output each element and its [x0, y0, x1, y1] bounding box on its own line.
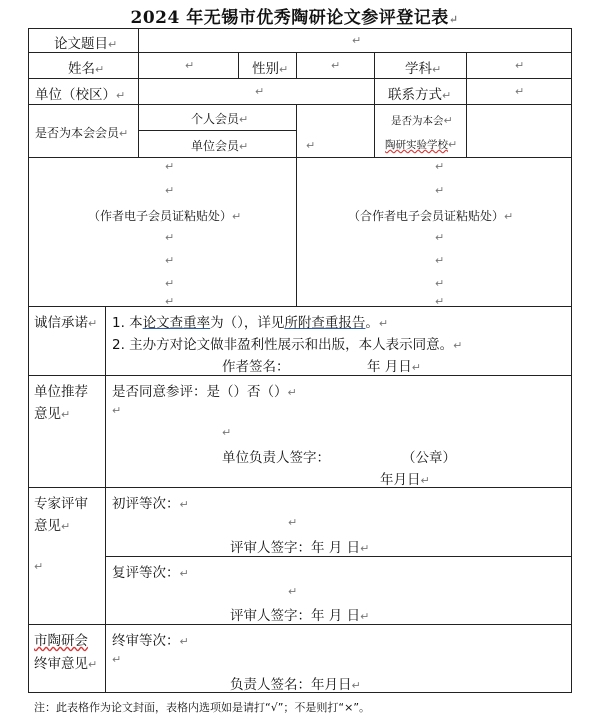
unit-member-label: 单位会员↵ [191, 139, 249, 153]
grid-line [28, 28, 572, 29]
integrity-label: 诚信承诺↵ [34, 315, 98, 331]
grid-line [374, 104, 375, 157]
integrity-line-1: 1. 本论文查重率为（），详见所附查重报告。↵ [112, 315, 389, 331]
grid-line [571, 28, 572, 693]
experimental-school-label-line1: 是否为本会↵ [391, 114, 453, 127]
paragraph-mark: ↵ [165, 160, 175, 173]
unit-field[interactable]: ↵ [255, 85, 265, 98]
paragraph-mark: ↵ [435, 277, 445, 290]
paragraph-mark: ↵ [435, 295, 445, 308]
paragraph-mark: ↵ [165, 295, 175, 308]
grid-line [105, 306, 106, 692]
paragraph-mark: ↵ [288, 516, 298, 529]
paragraph-mark: ↵ [435, 184, 445, 197]
grid-line [374, 78, 375, 104]
author-signature-date: 年 月日↵ [367, 359, 422, 375]
first-review-grade-label[interactable]: 初评等次：↵ [112, 496, 189, 512]
grid-line [466, 78, 467, 104]
grid-line [28, 157, 572, 158]
paragraph-mark: ↵ [222, 426, 232, 439]
grid-line [28, 624, 572, 625]
unit-member-field[interactable]: ↵ [306, 139, 316, 152]
paragraph-mark: ↵ [435, 231, 445, 244]
grid-line [28, 375, 572, 376]
integrity-line-2: 2. 主办方对论文做非盈利性展示和出版，本人表示同意。↵ [112, 337, 463, 353]
contact-field[interactable]: ↵ [515, 85, 525, 98]
name-field[interactable]: ↵ [185, 59, 195, 72]
grid-line [28, 306, 572, 307]
unit-signature-date: 年月日↵ [380, 472, 430, 488]
contact-label: 联系方式↵ [388, 87, 452, 103]
footnote: 注：此表格作为论文封面，表格内选项如是请打“√”；不是则打“×”。 [34, 701, 371, 714]
grid-line [138, 52, 139, 78]
grid-line [105, 556, 572, 557]
second-review-grade-label[interactable]: 复评等次：↵ [112, 565, 189, 581]
grid-line [28, 28, 29, 693]
subject-label: 学科↵ [405, 61, 442, 77]
subject-field[interactable]: ↵ [515, 59, 525, 72]
paragraph-mark: ↵ [165, 231, 175, 244]
page-title: 2024 年无锡市优秀陶研论文参评登记表↵ [130, 8, 459, 28]
first-review-signature: 评审人签字：年 月 日↵ [230, 540, 370, 556]
paragraph-mark: ↵ [165, 184, 175, 197]
paragraph-mark: ↵ [165, 254, 175, 267]
gender-field[interactable]: ↵ [331, 59, 341, 72]
grid-line [296, 104, 297, 157]
expert-review-label-line1: 专家评审 [34, 496, 88, 512]
grid-line [138, 130, 296, 131]
final-grade-label[interactable]: 终审等次：↵ [112, 633, 189, 649]
paper-title-field[interactable]: ↵ [352, 34, 362, 47]
unit-recommend-label-line2: 意见↵ [34, 406, 71, 422]
grid-line [238, 52, 239, 78]
final-review-label-line2: 终审意见↵ [34, 656, 98, 672]
name-label: 姓名↵ [68, 61, 105, 77]
author-signature-label: 作者签名： [222, 359, 290, 375]
coauthor-card-placeholder: （合作者电子会员证粘贴处）↵ [348, 209, 514, 223]
unit-head-signature-label: 单位负责人签字： [222, 450, 330, 466]
paragraph-mark: ↵ [435, 160, 445, 173]
paragraph-mark: ↵ [34, 560, 44, 573]
grid-line [138, 104, 139, 157]
unit-recommend-label-line1: 单位推荐 [34, 384, 88, 400]
personal-member-label: 个人会员↵ [191, 112, 249, 126]
gender-label: 性别↵ [252, 61, 289, 77]
grid-line [466, 104, 467, 157]
paragraph-mark: ↵ [435, 254, 445, 267]
member-question-label: 是否为本会会员↵ [35, 126, 129, 140]
grid-line [28, 52, 572, 53]
grid-line [138, 28, 139, 52]
grid-line [28, 78, 572, 79]
paper-title-label: 论文题目↵ [54, 36, 118, 52]
author-card-placeholder: （作者电子会员证粘贴处）↵ [88, 209, 242, 223]
paragraph-mark: ↵ [165, 277, 175, 290]
paragraph-mark: ↵ [288, 585, 298, 598]
paragraph-mark: ↵ [112, 404, 122, 417]
grid-line [374, 52, 375, 78]
grid-line [28, 487, 572, 488]
grid-line [28, 104, 572, 105]
grid-line [296, 157, 297, 306]
unit-consent-question[interactable]: 是否同意参评：是（）否（）↵ [112, 384, 297, 400]
paragraph-mark: ↵ [112, 653, 122, 666]
experimental-school-label-line2: 陶研实验学校↵ [385, 138, 458, 151]
grid-line [138, 78, 139, 104]
final-signature: 负责人签名：年月日↵ [230, 677, 361, 693]
grid-line [296, 52, 297, 78]
grid-line [466, 52, 467, 78]
official-seal-label: （公章） [402, 450, 456, 466]
unit-label: 单位（校区）↵ [35, 87, 126, 103]
expert-review-label-line2: 意见↵ [34, 518, 71, 534]
final-review-label-line1: 市陶研会 [34, 633, 88, 649]
second-review-signature: 评审人签字：年 月 日↵ [230, 608, 370, 624]
